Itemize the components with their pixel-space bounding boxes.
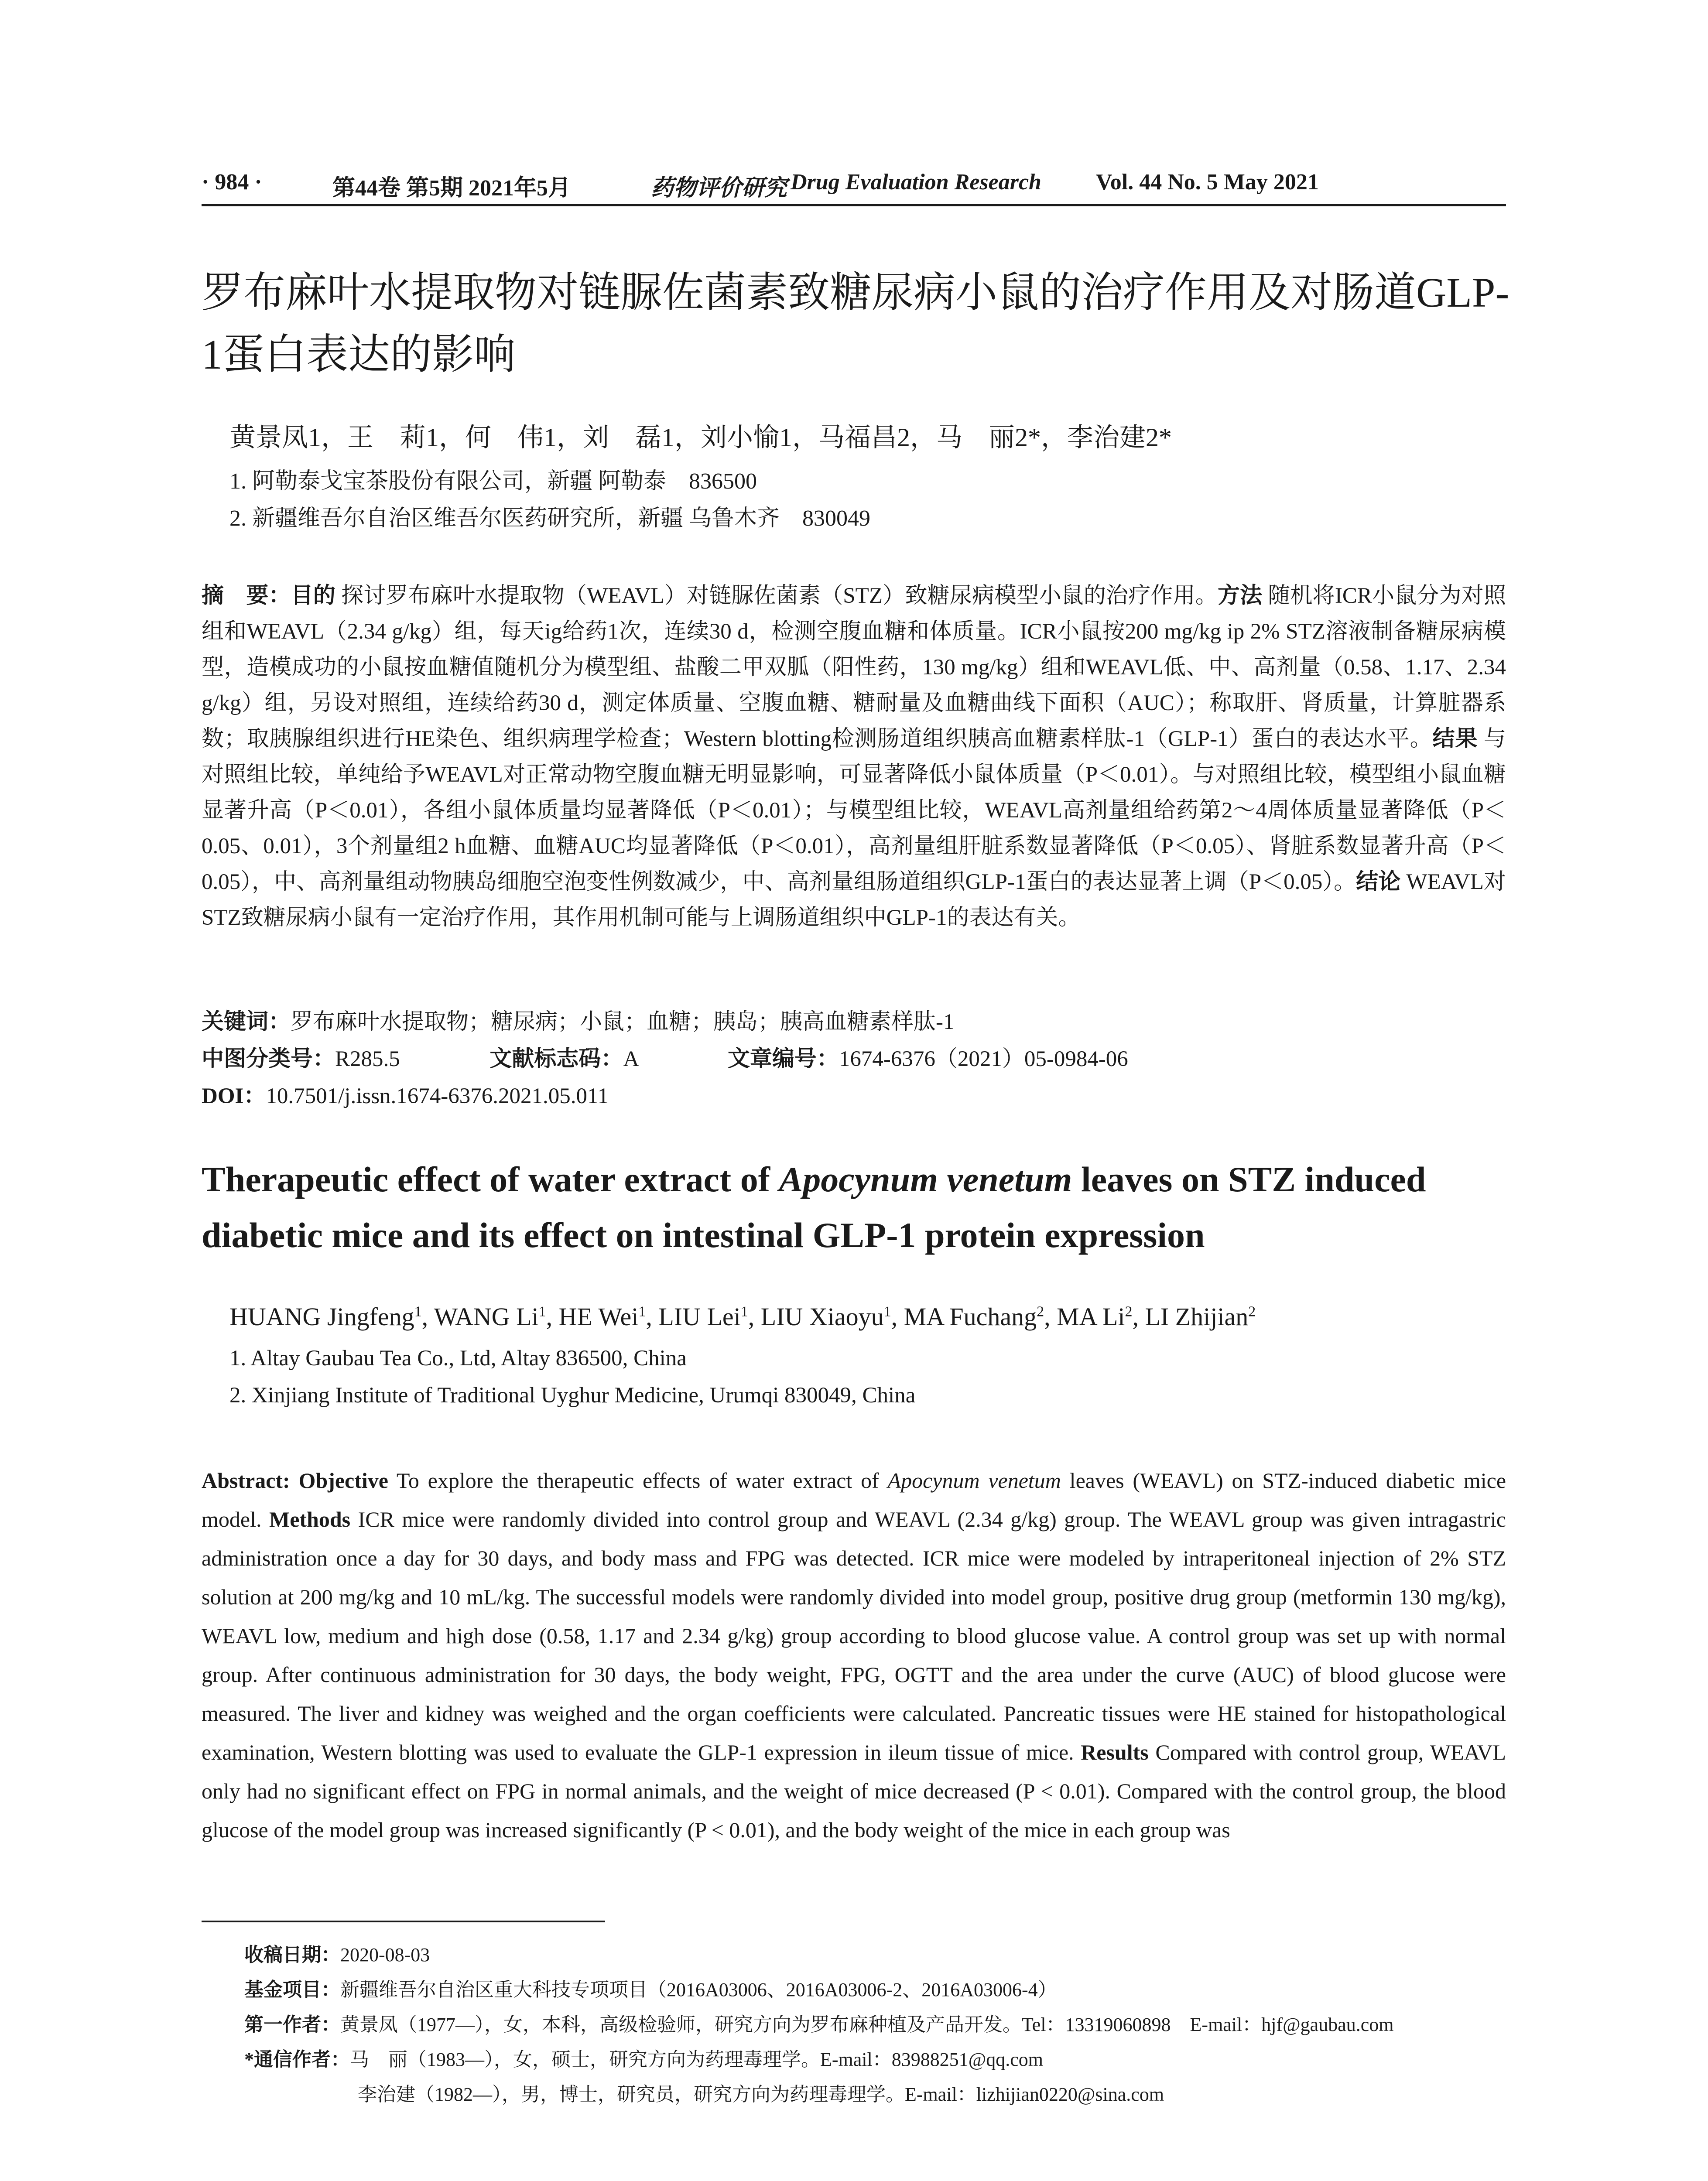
footnote-fund (244, 1974, 1057, 2002)
title-en-species: Apocynum venetum (779, 1159, 1072, 1199)
keywords-label: 关键词： (202, 1010, 291, 1034)
footnote-divider (202, 1921, 605, 1922)
journal-logo-cn: 药物评价研究 (651, 176, 787, 201)
received-label: 收稿日期： (244, 1944, 340, 1966)
methods-label-en: Methods (269, 1507, 351, 1531)
fund-label: 基金项目： (244, 1979, 340, 2000)
conclusion-text-cn: WEAVL对STZ致糖尿病小鼠有一定治疗作用，其作用机制可能与上调肠道组织中GLP-1的表达有关。 (202, 870, 1506, 930)
author-en: LIU Xiaoyu (760, 1302, 884, 1331)
results-text-cn: 与对照组比较，单纯给予WEAVL对正常动物空腹血糖无明显影响，可显著降低小鼠体质量（P＜0.01）。与对照组比较，模型组小鼠血糖显著升高（P＜0.01），各组小鼠体质量均显著降低（P＜0.01）；与模型组比较，WEAVL高剂量组给药第2～4周体质量显著降低（P＜0.05、0.01），3个剂量组2 h血糖、血糖AUC均显著降低（P＜0.01），高剂量组肝脏系数显著降低（P＜0.05）、肾脏系数显著升高（P＜0.05），中、高剂量组动物胰岛细胞空泡变性例数减少，中、高剂量组肠道组织GLP-1蛋白的表达显著上调（P＜0.05）。 (202, 727, 1506, 894)
doi-value: 10.7501/j.issn.1674-6376.2021.05.011 (266, 1084, 609, 1108)
first-author-label: 第一作者： (244, 2014, 340, 2035)
author-en-sup: 1 (538, 1303, 546, 1320)
page-number: · 984 · (202, 170, 262, 195)
author-en: LIU Lei (658, 1302, 741, 1331)
classification-row (202, 1040, 1128, 1073)
results-text-en: Compared with control group, WEAVL only had no significant effect on FPG in normal animals, and the weight of mice decreased (P < 0.01). Compared with the control group, the blood glucose of the model group was increased significantly (P < 0.01), and the body weight of the mice in each group was (202, 1740, 1506, 1842)
authors-cn: 黄景凤1，王 莉1，何 伟1，刘 磊1，刘小愉1，马福昌2，马 丽2*，李治建2* (229, 423, 1172, 452)
footnote-first-author (244, 2009, 1394, 2037)
author-en: HE Wei (558, 1302, 639, 1331)
issue-info-en: Vol. 44 No. 5 May 2021 (1096, 170, 1319, 195)
conclusion-label-cn: 结论 (1356, 870, 1401, 894)
issue-info-cn: 第44卷 第5期 2021年5月 (332, 176, 571, 201)
clc-label: 中图分类号： (202, 1047, 335, 1071)
objective-label-en: Objective (298, 1468, 388, 1493)
results-label-cn: 结果 (1432, 727, 1478, 751)
doc-code-value: A (623, 1047, 638, 1071)
received-date: 2020-08-03 (340, 1944, 430, 1966)
running-header (202, 165, 1510, 204)
author-en-sup: 2 (1037, 1303, 1044, 1320)
clc-value: R285.5 (335, 1047, 400, 1071)
author-en-sup: 1 (414, 1303, 422, 1320)
methods-text-cn: 随机将ICR小鼠分为对照组和WEAVL（2.34 g/kg）组，每天ig给药1次，连续30 d，检测空腹血糖和体质量。ICR小鼠按200 mg/kg ip 2% STZ溶液制备糖尿病模型，造模成功的小鼠按血糖值随机分为模型组、盐酸二甲双胍（阳性药，130 mg/kg）组和WEAVL低、中、高剂量（0.58、1.17、2.34 g/kg）组，另设对照组，连续给药30 d，测定体质量、空腹血糖、糖耐量及血糖曲线下面积（AUC）；称取肝、肾质量，计算脏器系数；取胰腺组织进行HE染色、组织病理学检查；Western blotting检测肠道组织胰高血糖素样肽-1（GLP-1）蛋白的表达水平。 (202, 584, 1506, 751)
title-en-part2: leaves on STZ induced diabetic mice and its effect on intestinal GLP-1 protein expression (202, 1159, 1426, 1255)
abstract-cn (202, 578, 1506, 936)
footnote-corresponding (244, 2044, 1043, 2072)
objective-en-pre: To explore the therapeutic effects of water extract of (396, 1468, 888, 1493)
objective-label-cn: 目的 (291, 584, 336, 608)
author-en: HUANG Jingfeng (229, 1302, 414, 1331)
footnote-corresponding-2: 李治建（1982—），男，博士，研究员，研究方向为药理毒理学。E-mail：lizhijian0220@sina.com (358, 2084, 1164, 2105)
author-en-sup: 1 (740, 1303, 748, 1320)
article-no-label: 文章编号： (727, 1047, 839, 1071)
affiliation-en-2: 2. Xinjiang Institute of Traditional Uyghur Medicine, Urumqi 830049, China (229, 1383, 916, 1408)
abstract-en (202, 1461, 1506, 1849)
author-en-sup: 1 (638, 1303, 646, 1320)
methods-text-en: ICR mice were randomly divided into control group and WEAVL (2.34 g/kg) group. The WEAVL group was given intragastric administration once a day for 30 days, and body mass and FPG was detected. ICR mice were modeled by intraperitoneal injection of 2% STZ solution at 200 mg/kg and 10 mL/kg. The successful models were randomly divided into model group, positive drug group (metformin 130 mg/kg), WEAVL low, medium and high dose (0.58, 1.17 and 2.34 g/kg) group according to blood glucose value. A control group was set up with normal group. After continuous administration for 30 days, the body weight, FPG, OGTT and the area under the curve (AUC) of blood glucose were measured. The liver and kidney was weighed and the organ coefficients were calculated. Pancreatic tissues were HE stained for histopathological examination, Western blotting was used to evaluate the GLP-1 expression in ileum tissue of mice. (202, 1507, 1506, 1764)
title-en-part1: Therapeutic effect of water extract of (202, 1159, 779, 1199)
objective-en-post: leaves (WEAVL) on STZ-induced diabetic mice model. (202, 1468, 1506, 1531)
affiliation-en-1: 1. Altay Gaubau Tea Co., Ltd, Altay 836500, China (229, 1346, 687, 1371)
corresponding-author-1: 马 丽（1983—），女，硕士，研究方向为药理毒理学。E-mail：83988251@qq.com (350, 2049, 1044, 2070)
abstract-cn-label: 摘 要： (202, 584, 291, 608)
title-en (202, 1152, 1510, 1263)
title-cn: 罗布麻叶水提取物对链脲佐菌素致糖尿病小鼠的治疗作用及对肠道GLP-1蛋白表达的影响 (202, 269, 1509, 378)
objective-text-cn: 探讨罗布麻叶水提取物（WEAVL）对链脲佐菌素（STZ）致糖尿病模型小鼠的治疗作用。 (341, 584, 1218, 608)
author-en: MA Li (1057, 1302, 1125, 1331)
author-en-sup: 1 (883, 1303, 891, 1320)
abstract-en-label: Abstract: (202, 1468, 290, 1493)
methods-label-cn: 方法 (1217, 584, 1263, 608)
doc-code-label: 文献标志码： (489, 1047, 623, 1071)
footnote-received (244, 1939, 430, 1967)
doi-row (202, 1077, 609, 1110)
author-en: MA Fuchang (904, 1302, 1037, 1331)
affiliation-cn-1: 1. 阿勒泰戈宝茶股份有限公司，新疆 阿勒泰 836500 (229, 469, 757, 494)
author-en: WANG Li (434, 1302, 539, 1331)
first-author-text: 黄景凤（1977—），女，本科，高级检验师，研究方向为罗布麻种植及产品开发。Tel：13319060898 E-mail：hjf@gaubau.com (340, 2014, 1394, 2035)
author-en-sup: 2 (1125, 1303, 1133, 1320)
fund-text: 新疆维吾尔自治区重大科技专项项目（2016A03006、2016A03006-2、2016A03006-4） (340, 1979, 1057, 2000)
objective-en-species: Apocynum venetum (887, 1468, 1061, 1493)
article-no-value: 1674-6376（2021）05-0984-06 (839, 1047, 1128, 1071)
keywords-cn (202, 1003, 955, 1036)
doi-label: DOI： (202, 1084, 266, 1108)
author-en: LI Zhijian (1145, 1302, 1249, 1331)
journal-name-en: Drug Evaluation Research (791, 170, 1041, 195)
keywords-text: 罗布麻叶水提取物；糖尿病；小鼠；血糖；胰岛；胰高血糖素样肽-1 (291, 1010, 955, 1034)
affiliation-cn-2: 2. 新疆维吾尔自治区维吾尔医药研究所，新疆 乌鲁木齐 830049 (229, 506, 871, 531)
results-label-en: Results (1081, 1740, 1149, 1764)
authors-en: HUANG Jingfeng$^1$, WANG Li$^1$, HE Wei$^1$, LIU Lei$^1$, LIU Xiaoyu$^1$, MA Fuchang$^2$, MA Li$^2$, LI Zhijian$^2$ (229, 1302, 1256, 1331)
header-divider (202, 204, 1506, 206)
author-en-sup: 2 (1248, 1303, 1256, 1320)
corresponding-label: *通信作者： (244, 2049, 350, 2070)
